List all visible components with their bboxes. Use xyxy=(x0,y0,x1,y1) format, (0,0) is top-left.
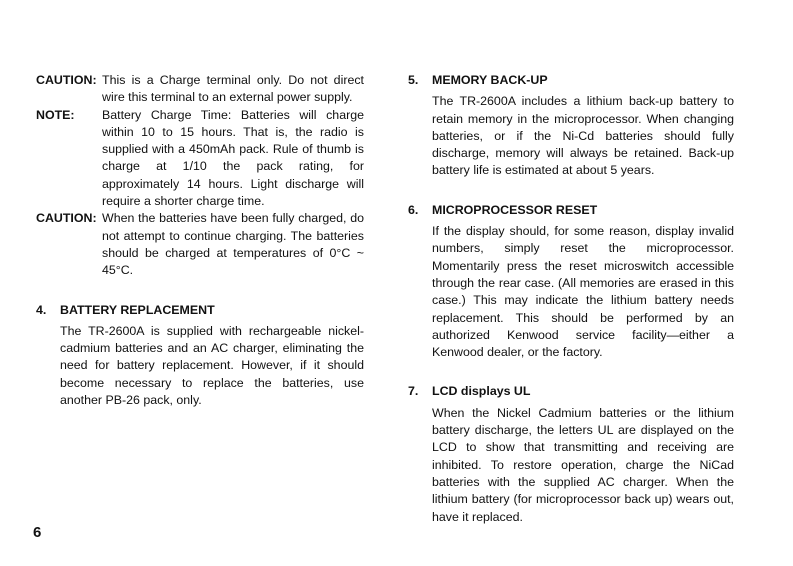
section-title: MEMORY BACK-UP xyxy=(432,73,548,87)
section-heading xyxy=(408,72,734,89)
section-title: BATTERY REPLACEMENT xyxy=(60,302,215,317)
section-heading xyxy=(408,202,734,219)
section-battery-replacement xyxy=(36,302,364,410)
note-text: Battery Charge Time: Batteries will charge within 10 to 15 hours. That is, the radio is supplied with a 450mAh pack. Rule of thumb is charge at 1/10 the pack rating, for approximately 14 hours. Light discharge will require a shorter charge time. xyxy=(102,107,364,209)
section-lcd-displays-ul xyxy=(408,383,734,525)
section-memory-backup xyxy=(408,72,734,180)
note-label: NOTE: xyxy=(36,107,75,122)
section-microprocessor-reset xyxy=(408,202,734,362)
section-text: The TR-2600A includes a lithium back-up battery to retain memory in the microprocessor. When changing batteries, or if the Ni-Cd batteries should fully discharge, memory will always be retained. Back-up battery life is estimated at about 5 years. xyxy=(432,94,734,178)
section-heading xyxy=(408,383,734,400)
section-text: If the display should, for some reason, display invalid numbers, simply reset the microprocessor. Momentarily press the reset microswitch accessible through the rear case. (All memories are erased in this case.) This may indicate the lithium battery needs replacement. This should be performed by an authorized Kenwood service facility—either a Kenwood dealer, or the factory. xyxy=(432,224,734,360)
caution-full-charge xyxy=(36,210,364,279)
right-column xyxy=(408,72,734,526)
section-number: 7. xyxy=(408,384,419,399)
caution-label: CAUTION: xyxy=(36,211,97,226)
section-text: The TR-2600A is supplied with rechargeable nickel-cadmium batteries and an AC charger, eliminating the need for battery replacement. However, if it should become necessary to replace the batteries, use another PB-26 pack, only. xyxy=(60,323,364,408)
section-heading xyxy=(36,302,364,319)
section-title: MICROPROCESSOR RESET xyxy=(432,202,598,217)
caution-label: CAUTION: xyxy=(36,73,97,87)
note-charge-time xyxy=(36,107,364,211)
caution-text: This is a Charge terminal only. Do not direct wire this terminal to an external power supply. xyxy=(102,73,364,105)
section-number: 6. xyxy=(408,202,419,217)
page-number: 6 xyxy=(33,524,42,541)
left-column xyxy=(36,72,364,409)
section-number: 4. xyxy=(36,302,47,317)
caution-charge-terminal xyxy=(36,72,364,107)
section-number: 5. xyxy=(408,73,419,87)
section-title: LCD displays UL xyxy=(432,384,531,399)
caution-text: When the batteries have been fully charged, do not attempt to continue charging. The batteries should be charged at temperatures of 0°C ~ 45°C. xyxy=(102,211,364,278)
section-text: When the Nickel Cadmium batteries or the lithium battery discharge, the letters UL are displayed on the LCD to show that transmitting and receiving are inhibited. To restore operation, charge the NiCad batteries with the supplied AC charger. When the lithium battery (for microprocessor back up) wears out, have it replaced. xyxy=(432,405,734,524)
